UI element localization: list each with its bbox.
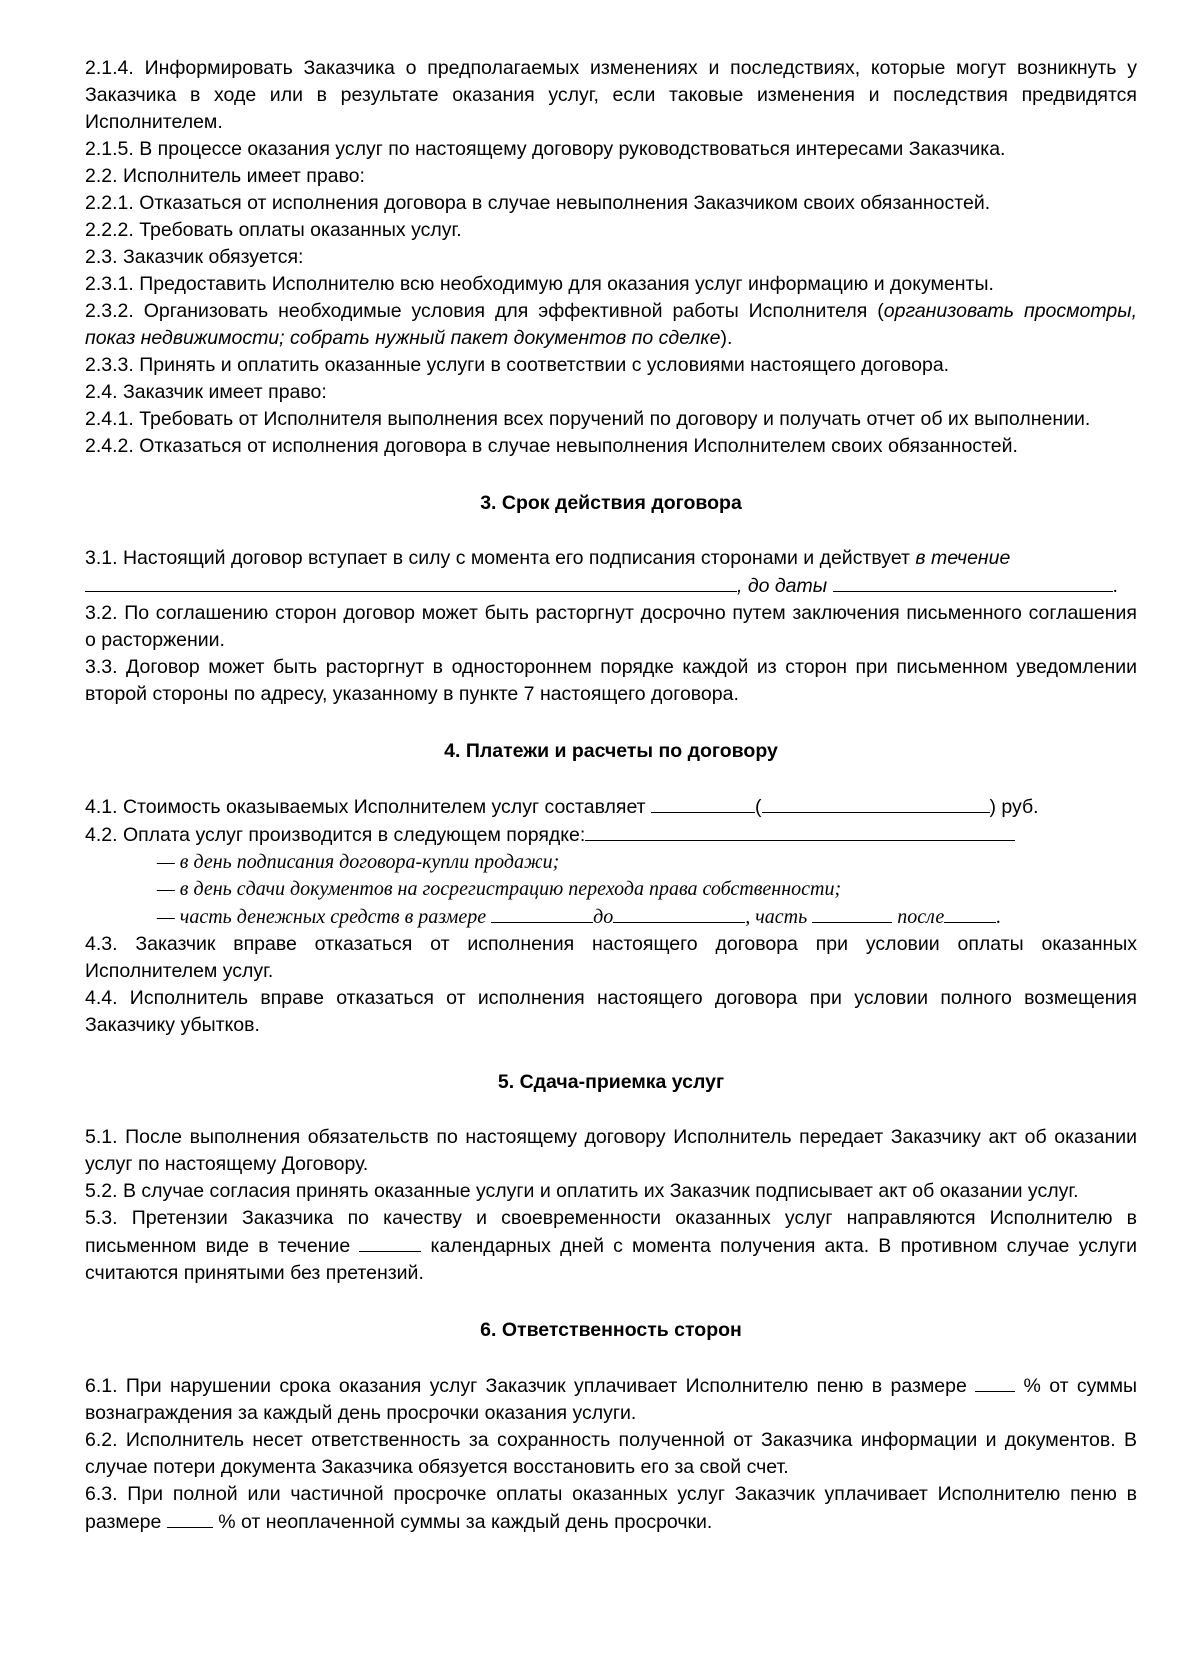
clause-3-2: 3.2. По соглашению сторон договор может быть расторгнут досрочно путем заключения письменного соглашения о расторжении. (85, 602, 1137, 651)
payment-item-3-after: после (892, 906, 945, 928)
payment-order-blank[interactable] (585, 821, 1015, 841)
clause-3-1-until: , до даты (737, 575, 828, 597)
clause-2-4-1: 2.4.1. Требовать от Исполнителя выполнения всех поручений по договору и получать отчет об их выполнении. (85, 408, 1091, 430)
clause-4-1-text: 4.1. Стоимость оказываемых Исполнителем услуг составляет (85, 796, 651, 818)
clause-3-1-italic: в течение (915, 547, 1011, 569)
payment-item-3-until: до (593, 906, 614, 928)
clause-2-3-2-text: 2.3.2. Организовать необходимые условия для эффективной работы Исполнителя ( (85, 300, 884, 322)
payment-item-3-part: , часть (745, 906, 813, 928)
clause-2-1-5: 2.1.5. В процессе оказания услуг по настоящему договору руководствоваться интересами Заказчика. (85, 138, 1006, 160)
clause-2-4: 2.4. Заказчик имеет право: (85, 381, 327, 403)
clause-2-3-1: 2.3.1. Предоставить Исполнителю всю необходимую для оказания услуг информацию и документы. (85, 273, 994, 295)
clause-5-1: 5.1. После выполнения обязательств по настоящему договору Исполнитель передает Заказчику акт об оказании услуг по настоящему Договору. (85, 1126, 1137, 1175)
clause-3-1-blanks (85, 572, 1137, 600)
clause-4-1-rub: ) руб. (989, 796, 1039, 818)
late-payment-percent-blank[interactable] (167, 1508, 213, 1528)
clause-6-1-end: % от суммы вознаграждения за каждый день просрочки оказания услуги. (85, 1375, 1137, 1424)
payment-item-2: — в день сдачи документов на госрегистрацию перехода права собственности; (157, 878, 842, 900)
until-blank[interactable] (613, 903, 745, 923)
clause-6-3 (85, 1481, 1137, 1536)
clause-2-3-3: 2.3.3. Принять и оплатить оказанные услуги в соответствии с условиями настоящего договора. (85, 354, 950, 376)
clause-4-4: 4.4. Исполнитель вправе отказаться от исполнения настоящего договора при условии полного возмещения Заказчику убытков. (85, 987, 1137, 1036)
payment-item-3 (85, 903, 1137, 931)
payment-item-1: — в день подписания договора-купли продажи; (157, 851, 560, 873)
clause-6-1 (85, 1372, 1137, 1427)
payment-item-3-text: — часть денежных средств в размере (157, 906, 492, 928)
clause-5-3-end: календарных дней с момента получения акта. В противном случае услуги считаются принятыми без претензий. (85, 1235, 1137, 1284)
penalty-percent-blank[interactable] (975, 1372, 1015, 1392)
payment-item-3-dot: . (996, 906, 1002, 928)
clause-2-3-2-end: ). (720, 327, 733, 349)
cost-words-blank[interactable] (762, 793, 990, 813)
section-4-heading: 4. Платежи и расчеты по договору (444, 740, 778, 762)
date-blank[interactable] (833, 572, 1113, 592)
clause-4-1-open: ( (755, 796, 762, 818)
clause-4-3: 4.3. Заказчик вправе отказаться от исполнения настоящего договора при условии оплаты оказанных Исполнителем услуг. (85, 933, 1137, 982)
contract-page (85, 55, 1137, 1536)
clause-2-2: 2.2. Исполнитель имеет право: (85, 165, 365, 187)
clause-5-3 (85, 1205, 1137, 1287)
days-blank[interactable] (359, 1232, 421, 1252)
clause-6-3-end: % от неоплаченной суммы за каждый день просрочки. (212, 1511, 713, 1533)
term-blank[interactable] (85, 572, 737, 592)
clause-3-3: 3.3. Договор может быть расторгнут в одностороннем порядке каждой из сторон при письменном уведомлении второй стороны по адресу, указанному в пункте 7 настоящего договора. (85, 656, 1137, 705)
section-6-heading: 6. Ответственность сторон (480, 1319, 742, 1341)
clause-2-3-2-italic: организовать просмотры, показ недвижимости; собрать нужный пакет документов по сделке (85, 300, 1138, 349)
clause-2-3-2 (85, 298, 1137, 352)
clause-3-1 (85, 545, 1137, 572)
clause-2-1-4: 2.1.4. Информировать Заказчика о предполагаемых изменениях и последствиях, которые могут возникнуть у Заказчика в ходе или в результате оказания услуг, если таковые изменения и последствия предвидятся Исполнителем. (85, 57, 1137, 133)
section-5-heading: 5. Сдача-приемка услуг (497, 1071, 725, 1093)
clause-3-1-dot: . (1112, 575, 1118, 597)
clause-2-3: 2.3. Заказчик обязуется: (85, 246, 304, 268)
clause-4-2 (85, 821, 1137, 849)
clause-6-3-text: 6.3. При полной или частичной просрочке оплаты оказанных услуг Заказчик уплачивает Исполнителю пеню в размере (85, 1483, 1137, 1533)
clause-2-2-1: 2.2.1. Отказаться от исполнения договора в случае невыполнения Заказчиком своих обязанностей. (85, 192, 991, 214)
clause-3-1-text: 3.1. Настоящий договор вступает в силу с момента его подписания сторонами и действует (85, 547, 916, 569)
clause-5-3-text: 5.3. Претензии Заказчика по качеству и своевременности оказанных услуг направляются Исполнителю в письменном виде в течение (85, 1207, 1137, 1257)
clause-6-1-text: 6.1. При нарушении срока оказания услуг Заказчик уплачивает Исполнителю пеню в размере (85, 1375, 976, 1397)
part-blank[interactable] (812, 903, 892, 923)
after-blank[interactable] (944, 903, 996, 923)
cost-number-blank[interactable] (651, 793, 755, 813)
clause-2-4-2: 2.4.2. Отказаться от исполнения договора в случае невыполнения Исполнителем своих обязанностей. (85, 435, 1018, 457)
amount-blank[interactable] (491, 903, 593, 923)
section-3-heading: 3. Срок действия договора (480, 492, 742, 514)
clause-5-2: 5.2. В случае согласия принять оказанные услуги и оплатить их Заказчик подписывает акт об оказании услуг. (85, 1180, 1079, 1202)
clause-4-2-text: 4.2. Оплата услуг производится в следующем порядке: (85, 824, 586, 846)
clause-4-1 (85, 793, 1137, 821)
clause-6-2: 6.2. Исполнитель несет ответственность за сохранность полученной от Заказчика информации и документов. В случае потери документа Заказчика обязуется восстановить его за свой счет. (85, 1429, 1137, 1478)
clause-2-2-2: 2.2.2. Требовать оплаты оказанных услуг. (85, 219, 462, 241)
